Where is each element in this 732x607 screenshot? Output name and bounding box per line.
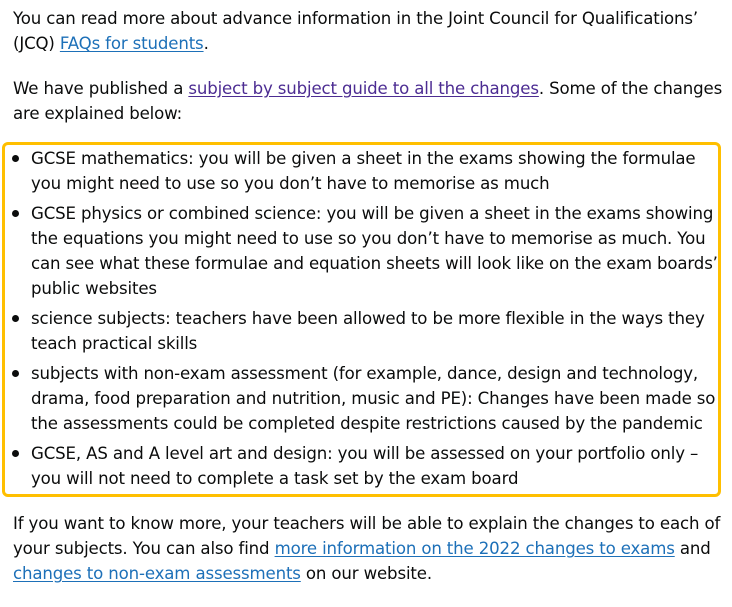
changes-list <box>9 146 721 496</box>
faqs-for-students-link[interactable]: FAQs for students <box>59 34 204 53</box>
list-item-non-exam-assessment: subjects with non-exam assessment (for example, dance, design and technology, drama, food preparation and nutrition, music and PE): Changes have been made so the assessments could be completed despite restrictions caused by the pandemic <box>9 361 721 436</box>
more-text-middle: and <box>674 539 711 558</box>
intro-paragraph <box>13 6 725 56</box>
list-item-gcse-science: GCSE physics or combined science: you will be given a sheet in the exams showing the equations you might need to use so you don’t have to memorise as much. You can see what these formulae and equation sheets will look like on the exam boards’ public websites <box>9 201 721 301</box>
list-item-gcse-maths: GCSE mathematics: you will be given a sheet in the exams showing the formulae you might need to use so you don’t have to memorise as much <box>9 146 721 196</box>
intro-text-end: . <box>203 34 209 53</box>
more-info-paragraph <box>13 511 725 586</box>
subject-guide-link[interactable]: subject by subject guide to all the changes <box>188 79 539 98</box>
list-item-science-subjects: science subjects: teachers have been allowed to be more flexible in the ways they teach practical skills <box>9 306 721 356</box>
2022-changes-link[interactable]: more information on the 2022 changes to exams <box>274 539 675 558</box>
list-item-art-and-design: GCSE, AS and A level art and design: you will be assessed on your portfolio only – you will not need to complete a task set by the exam board <box>9 441 721 491</box>
guide-paragraph <box>13 76 725 126</box>
guide-text-end: . Some of the changes are explained below: <box>13 79 723 123</box>
intro-text: You can read more about advance information in the Joint Council for Qualifications’ (JCQ) <box>13 9 699 53</box>
more-text-end: on our website. <box>300 564 432 583</box>
more-text: If you want to know more, your teachers will be able to explain the changes to each of your subjects. You can also find <box>13 514 721 558</box>
guide-text: We have published a <box>13 79 189 98</box>
non-exam-assessments-link[interactable]: changes to non-exam assessments <box>13 564 301 583</box>
